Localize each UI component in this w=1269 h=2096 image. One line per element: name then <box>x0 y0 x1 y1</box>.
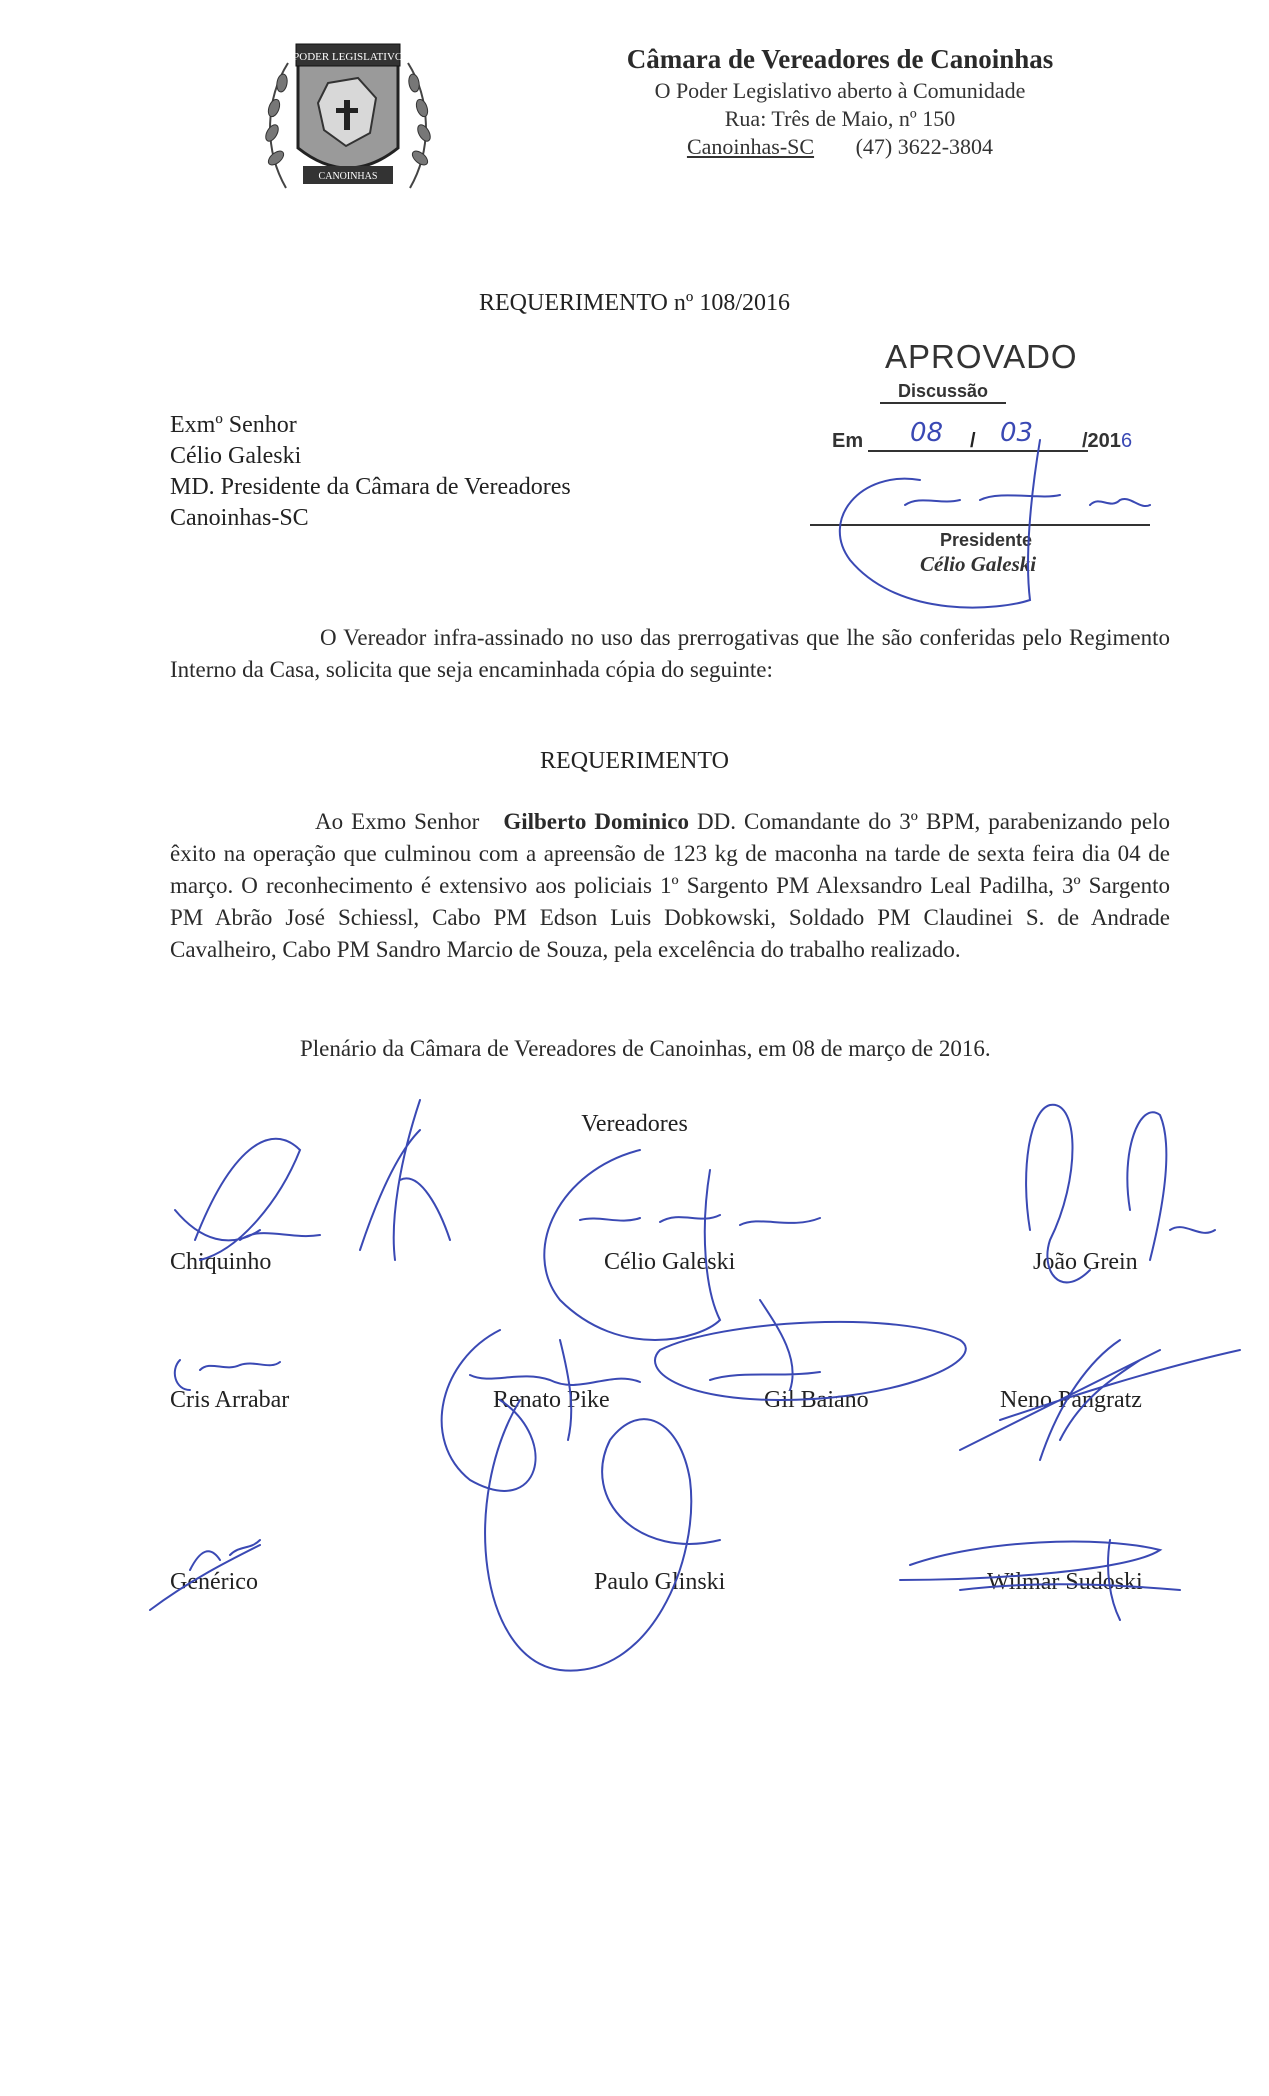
chamber-phone: (47) 3622-3804 <box>855 134 994 159</box>
intro-paragraph: O Vereador infra-assinado no uso das prerrogativas que lhe são conferidas pelo Regimento Interno da Casa, solicita que seja encaminhada cópia do seguinte: <box>170 625 1170 682</box>
chamber-city: Canoinhas-SC <box>686 134 815 159</box>
closing-line: Plenário da Câmara de Vereadores de Canoinhas, em 08 de março de 2016. <box>300 1036 991 1061</box>
stamp-month: 03 <box>1000 418 1034 448</box>
stamp-signature-line <box>810 524 1150 526</box>
addressee-role: MD. Presidente da Câmara de Vereadores <box>170 474 571 500</box>
stamp-date-label: Em <box>832 430 864 452</box>
stamp-role: Presidente <box>940 530 1033 550</box>
stamp-year <box>1082 430 1132 453</box>
councilors-heading: Vereadores <box>581 1111 688 1137</box>
stamp-year-prefix: /201 <box>1082 430 1121 452</box>
addressee-city: Canoinhas-SC <box>170 505 309 531</box>
councilor-name: Neno Pangratz <box>1000 1387 1142 1413</box>
stamp-year-suffix: 6 <box>1120 430 1133 452</box>
councilor-name: João Grein <box>1033 1249 1138 1275</box>
logo-text-bottom: CANOINHAS <box>318 171 378 182</box>
signature-celio-galeski <box>442 1150 820 1491</box>
councilor-name: Wilmar Sudoski <box>987 1569 1143 1595</box>
chamber-contact <box>560 134 1120 160</box>
addressee-block <box>170 410 571 534</box>
approval-stamp <box>810 338 1170 588</box>
chamber-address: Rua: Três de Maio, nº 150 <box>724 106 956 131</box>
councilor-name: Renato Pike <box>493 1387 610 1413</box>
addressee-name: Célio Galeski <box>170 443 302 469</box>
section-title: REQUERIMENTO <box>540 748 729 774</box>
request-prefix: Ao Exmo Senhor <box>315 809 480 834</box>
stamp-day: 08 <box>910 418 944 448</box>
stamp-president-name: Célio Galeski <box>920 552 1037 576</box>
councilor-name: Gil Baiano <box>764 1387 869 1413</box>
councilor-name: Genérico <box>170 1569 258 1595</box>
signature-gil-baiano <box>655 1300 966 1400</box>
request-paragraph <box>170 806 1170 966</box>
stamp-date-line <box>868 450 1088 452</box>
signature-paulo-glinski <box>485 1400 720 1671</box>
chamber-crest-logo <box>258 38 438 203</box>
document-title: REQUERIMENTO nº 108/2016 <box>479 290 790 316</box>
councilor-name: Chiquinho <box>170 1249 272 1275</box>
councilor-name: Célio Galeski <box>604 1249 736 1275</box>
request-recipient: Gilberto Dominico <box>503 809 689 834</box>
stamp-date-separator: / <box>970 430 976 452</box>
chamber-title: Câmara de Vereadores de Canoinhas <box>626 44 1054 74</box>
stamp-stage: Discussão <box>880 381 1006 404</box>
stamp-status: APROVADO <box>885 338 1078 375</box>
chamber-subtitle: O Poder Legislativo aberto à Comunidade <box>654 78 1026 103</box>
councilor-name: Paulo Glinski <box>594 1569 726 1595</box>
logo-text-top: PODER LEGISLATIVO <box>293 51 403 63</box>
councilor-name: Cris Arrabar <box>170 1387 290 1413</box>
request-text: DD. Comandante do 3º BPM, parabenizando pelo êxito na operação que culminou com a apreensão de 123 kg de maconha na tarde de sexta feira dia 04 de março. O reconhecimento é extensivo aos policiais 1º Sargento PM Alexsandro Leal Padilha, 3º Sargento PM Abrão José Schiessl, Cabo PM Edson Luis Dobkowski, Soldado PM Claudinei S. de Andrade Cavalheiro, Cabo PM Sandro Marcio de Souza, pela excelência do trabalho realizado. <box>170 809 1171 962</box>
signature-cris-arrabar <box>175 1360 280 1390</box>
addressee-salutation: Exmº Senhor <box>170 412 297 438</box>
